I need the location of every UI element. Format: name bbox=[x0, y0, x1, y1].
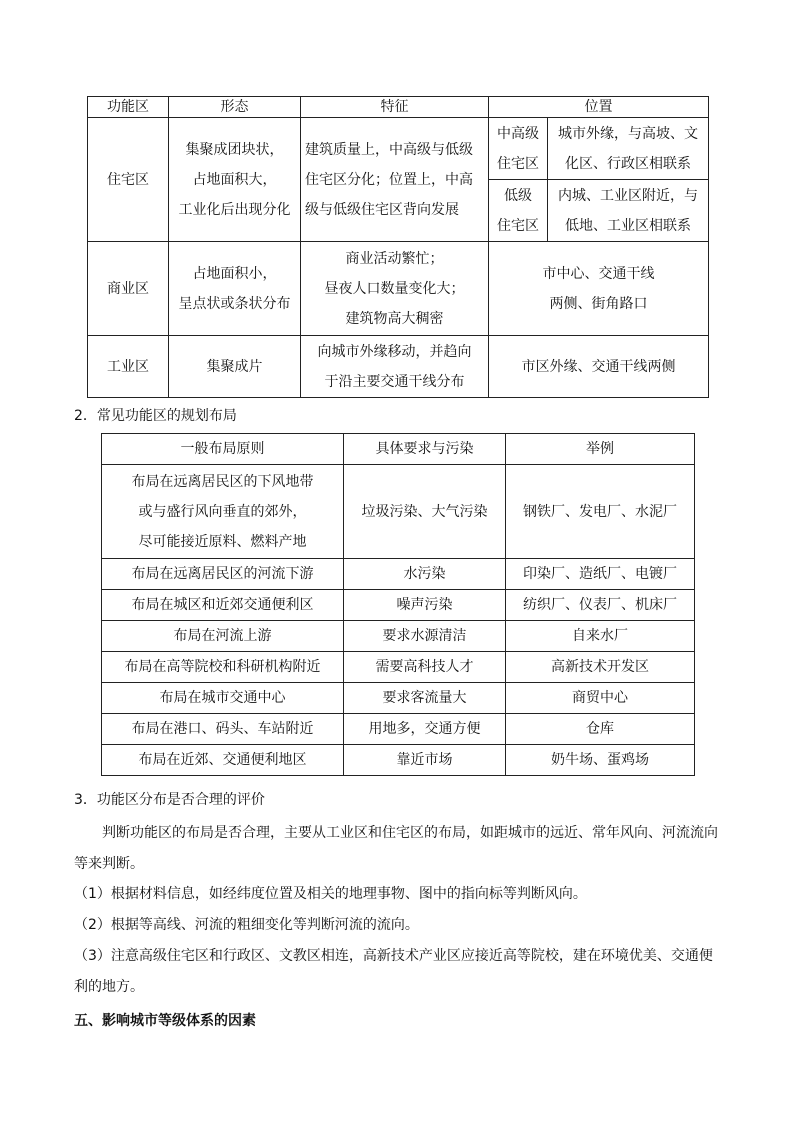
section-3-item: （1）根据材料信息，如经纬度位置及相关的地理事物、图中的指向标等判断风向。 bbox=[74, 886, 587, 902]
table-row bbox=[88, 118, 709, 180]
principle-cell: 布局在河流上游 bbox=[102, 621, 344, 652]
header-cell: 功能区 bbox=[88, 97, 169, 118]
section-3-title: 3．功能区分布是否合理的评价 bbox=[74, 792, 265, 808]
table-row bbox=[102, 714, 695, 745]
section-5-title: 五、影响城市等级体系的因素 bbox=[74, 1013, 256, 1029]
requirement-cell: 靠近市场 bbox=[344, 745, 506, 776]
example-cell: 钢铁厂、发电厂、水泥厂 bbox=[506, 465, 695, 559]
location-cell: 市中心、交通干线 两侧、街角路口 bbox=[489, 242, 709, 336]
form-cell: 集聚成片 bbox=[169, 336, 301, 398]
requirement-cell: 垃圾污染、大气污染 bbox=[344, 465, 506, 559]
header-cell: 举例 bbox=[506, 434, 695, 465]
requirement-cell: 要求客流量大 bbox=[344, 683, 506, 714]
function-zone-table bbox=[87, 96, 709, 398]
principle-cell: 布局在远离居民区的下风地带 或与盛行风向垂直的郊外， 尽可能接近原料、燃料产地 bbox=[102, 465, 344, 559]
table-row bbox=[102, 590, 695, 621]
zone-name-cell: 商业区 bbox=[88, 242, 169, 336]
table-row bbox=[102, 745, 695, 776]
planning-layout-table bbox=[101, 433, 695, 776]
example-cell: 高新技术开发区 bbox=[506, 652, 695, 683]
location-cell: 市区外缘、交通干线两侧 bbox=[489, 336, 709, 398]
zone-name-cell: 工业区 bbox=[88, 336, 169, 398]
principle-cell: 布局在远离居民区的河流下游 bbox=[102, 559, 344, 590]
zone-name-cell: 住宅区 bbox=[88, 118, 169, 242]
table-header-row bbox=[102, 434, 695, 465]
form-cell: 集聚成团块状， 占地面积大， 工业化后出现分化 bbox=[169, 118, 301, 242]
principle-cell: 布局在城市交通中心 bbox=[102, 683, 344, 714]
requirement-cell: 水污染 bbox=[344, 559, 506, 590]
example-cell: 奶牛场、蛋鸡场 bbox=[506, 745, 695, 776]
section-3-item: （3）注意高级住宅区和行政区、文教区相连，高新技术产业区应接近高等院校，建在环境优美、交通便利的地方。 bbox=[74, 948, 713, 995]
section-3-item: （2）根据等高线、河流的粗细变化等判断河流的流向。 bbox=[74, 917, 419, 933]
example-cell: 仓库 bbox=[506, 714, 695, 745]
table-header-row bbox=[88, 97, 709, 118]
section-2-title: 2．常见功能区的规划布局 bbox=[74, 408, 237, 424]
feature-cell: 建筑质量上，中高级与低级 住宅区分化；位置上，中高 级与低级住宅区背向发展 bbox=[301, 118, 489, 242]
sub-zone-cell: 低级 住宅区 bbox=[489, 180, 548, 242]
requirement-cell: 用地多，交通方便 bbox=[344, 714, 506, 745]
principle-cell: 布局在城区和近郊交通便利区 bbox=[102, 590, 344, 621]
header-cell: 具体要求与污染 bbox=[344, 434, 506, 465]
example-cell: 商贸中心 bbox=[506, 683, 695, 714]
example-cell: 印染厂、造纸厂、电镀厂 bbox=[506, 559, 695, 590]
header-cell: 一般布局原则 bbox=[102, 434, 344, 465]
header-cell: 特征 bbox=[301, 97, 489, 118]
example-cell: 纺织厂、仪表厂、机床厂 bbox=[506, 590, 695, 621]
section-3-intro: 判断功能区的布局是否合理，主要从工业区和住宅区的布局，如距城市的远近、常年风向、河流流向等来判断。 bbox=[74, 825, 718, 872]
form-cell: 占地面积小， 呈点状或条状分布 bbox=[169, 242, 301, 336]
feature-cell: 向城市外缘移动，并趋向 于沿主要交通干线分布 bbox=[301, 336, 489, 398]
table-row bbox=[102, 652, 695, 683]
sub-zone-cell: 中高级 住宅区 bbox=[489, 118, 548, 180]
table-row bbox=[102, 621, 695, 652]
table-row bbox=[88, 242, 709, 336]
table-row bbox=[102, 683, 695, 714]
table-row bbox=[102, 559, 695, 590]
table-row bbox=[88, 336, 709, 398]
example-cell: 自来水厂 bbox=[506, 621, 695, 652]
requirement-cell: 噪声污染 bbox=[344, 590, 506, 621]
header-cell: 位置 bbox=[489, 97, 709, 118]
principle-cell: 布局在近郊、交通便利地区 bbox=[102, 745, 344, 776]
principle-cell: 布局在高等院校和科研机构附近 bbox=[102, 652, 344, 683]
requirement-cell: 要求水源清洁 bbox=[344, 621, 506, 652]
header-cell: 形态 bbox=[169, 97, 301, 118]
principle-cell: 布局在港口、码头、车站附近 bbox=[102, 714, 344, 745]
location-cell: 城市外缘，与高坡、文 化区、行政区相联系 bbox=[548, 118, 709, 180]
feature-cell: 商业活动繁忙； 昼夜人口数量变化大； 建筑物高大稠密 bbox=[301, 242, 489, 336]
requirement-cell: 需要高科技人才 bbox=[344, 652, 506, 683]
table-row bbox=[102, 465, 695, 559]
location-cell: 内城、工业区附近，与 低地、工业区相联系 bbox=[548, 180, 709, 242]
